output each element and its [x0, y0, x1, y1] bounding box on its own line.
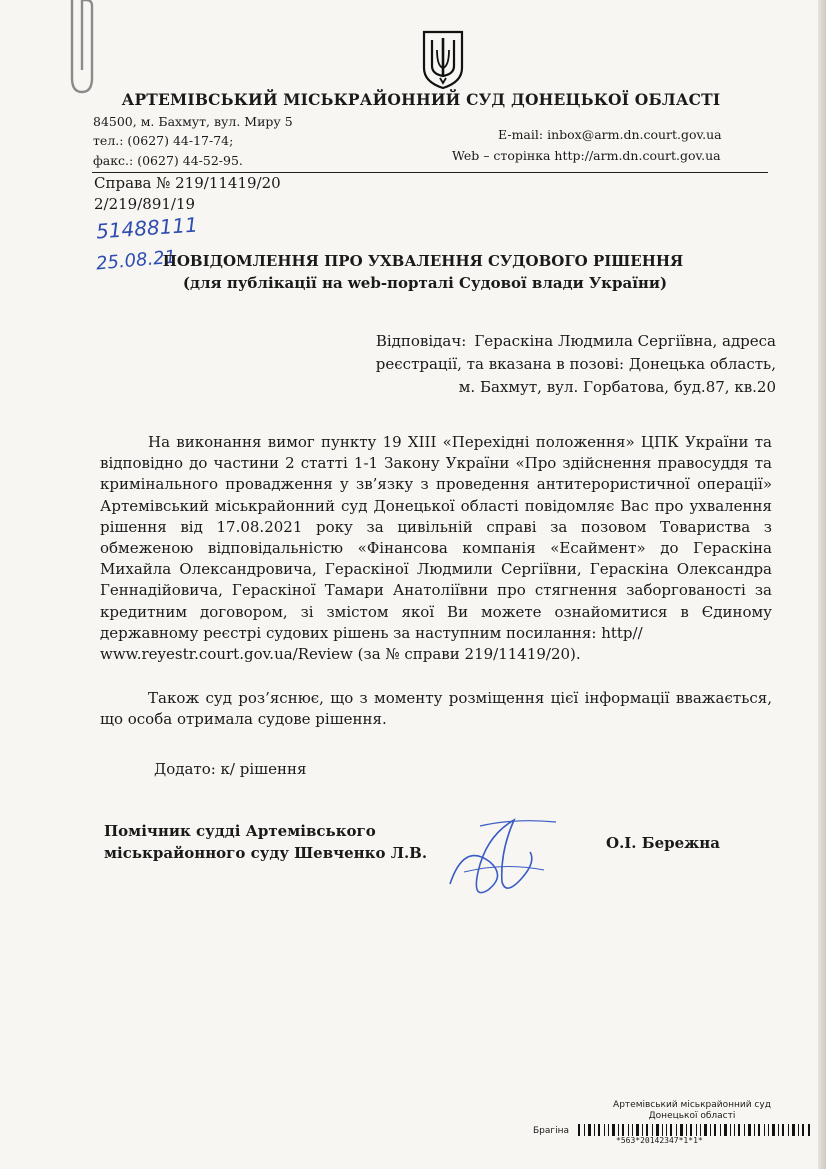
trident-emblem-icon — [420, 28, 466, 90]
notice-subtitle: (для публікації на web-порталі Судової влади України) — [182, 274, 668, 292]
addressee-line-1: Відповідач: Гераскіна Людмила Сергіївна, адреса — [375, 332, 776, 350]
notice-title: ПОВІДОМЛЕННЯ ПРО УХВАЛЕННЯ СУДОВОГО РІШЕННЯ — [162, 252, 684, 270]
proceeding-number: 2/219/891/19 — [94, 195, 196, 213]
handwritten-registration-number: 51488111 — [95, 212, 199, 244]
notice-paragraph-1: На виконання вимог пункту 19 XIII «Перехідні положення» ЦПК України та відповідно до частини 2 статті 1-1 Закону України «Про здійснення правосуддя та кримінального провадження у зв’язку з проведення антитерористичної операції» Артемівський міськрайонний суд Донецької області повідомляє Вас про ухвалення рішення від 17.08.2021 року за цивільній справі за позовом Товариства з обмеженою відповідальністю «Фінансова компанія «Есаймент» до Гераскіна Михайла Олександровича, Гераскіної Людмили Сергіївни, Гераскіна Олександра Геннадійовича, Гераскіної Тамари Анатоліївни про стягнення заборгованості за кредитним договором, зі змістом якої Ви можете ознайомитися в Єдиному державному реєстрі судових рішень за наступним посилання: http// www.reyestr.court.gov.ua/Review (за № справи 219/11419/20). — [100, 432, 772, 665]
barcode-label: Брагіна — [533, 1126, 570, 1136]
attachment-note: Додато: к/ рішення — [154, 760, 307, 778]
page-edge — [818, 0, 826, 1169]
court-name: АРТЕМІВСЬКИЙ МІСЬКРАЙОННИЙ СУД ДОНЕЦЬКОЇ ОБЛАСТІ — [121, 90, 721, 109]
court-phone: тел.: (0627) 44-17-74; — [93, 133, 234, 148]
signatory-line-2: міськрайонного суду Шевченко Л.В. — [104, 844, 428, 862]
handwritten-signature — [444, 812, 564, 902]
court-address: 84500, м. Бахмут, вул. Миру 5 — [93, 114, 293, 129]
notice-paragraph-2: Також суд роз’яснює, що з моменту розміщення цієї інформації вважається, що особа отримала судове рішення. — [100, 689, 772, 729]
header-divider — [92, 172, 768, 173]
case-number: Справа № 219/11419/20 — [94, 174, 281, 192]
signatory-line-1: Помічник судді Артемівського — [104, 822, 376, 840]
addressee-line-3: м. Бахмут, вул. Горбатова, буд.87, кв.20 — [458, 378, 776, 396]
barcode-icon — [578, 1124, 810, 1136]
handwritten-date: 25.08.21 — [95, 246, 177, 275]
court-website: Web – сторінка http://arm.dn.court.gov.ua — [452, 148, 721, 163]
paper-clip-icon — [62, 0, 102, 96]
barcode-number: *563*20142347*1*1* — [616, 1136, 703, 1145]
addressee-label: Відповідач: — [375, 332, 467, 350]
review-link: www.reyestr.court.gov.ua/Review (за № справи 219/11419/20). — [100, 645, 581, 664]
signatory-block — [104, 820, 427, 864]
court-fax: факс.: (0627) 44-52-95. — [93, 153, 243, 168]
addressee-block — [356, 330, 776, 399]
judge-name: О.І. Бережна — [606, 834, 720, 852]
addressee-line-2: реєстрації, та вказана в позові: Донецька область, — [375, 355, 776, 373]
court-stamp: Артемівський міськрайонний суд Донецької області — [613, 1100, 771, 1121]
court-email: E-mail: inbox@arm.dn.court.gov.ua — [498, 127, 722, 142]
